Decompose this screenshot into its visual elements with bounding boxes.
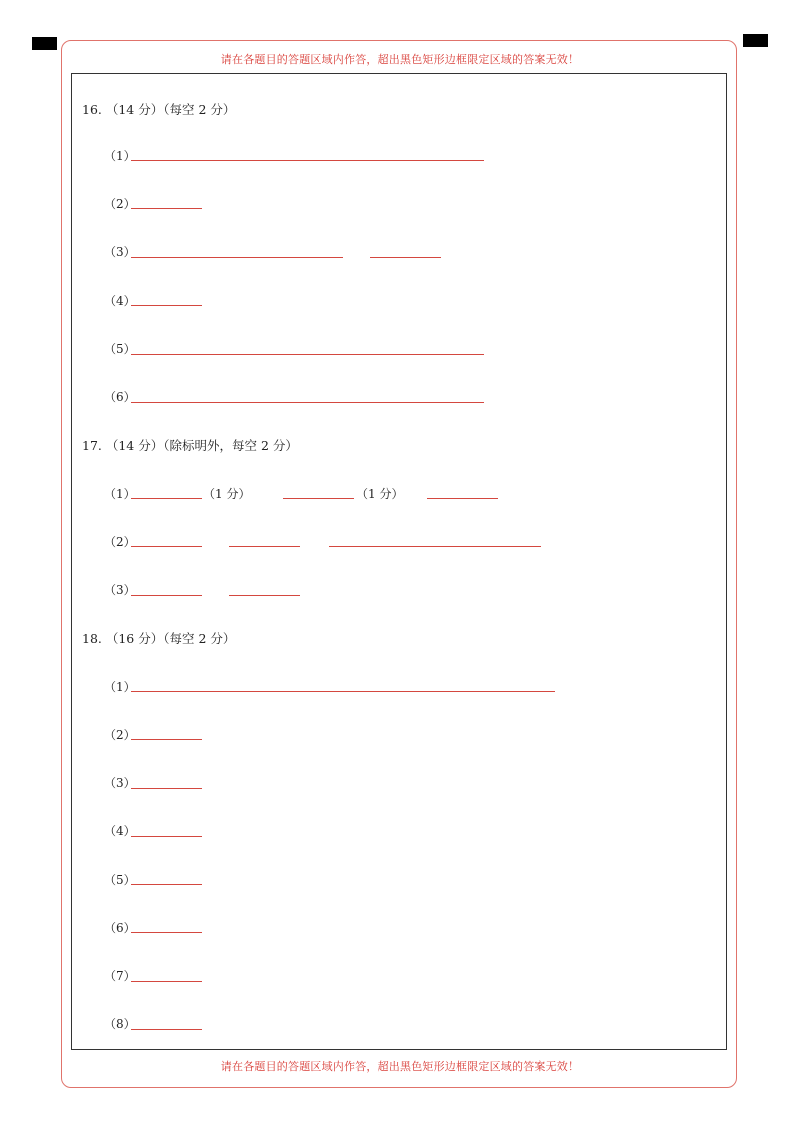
q18-part-5-label: （5） [104,873,136,887]
question-16-header: 16. （14 分）（每空 2 分） [82,102,236,117]
q18-part-6-blank[interactable] [131,932,202,933]
notice-bottom: 请在各题目的答题区域内作答，超出黑色矩形边框限定区域的答案无效！ [220,1060,580,1073]
answer-area-border [71,73,727,1050]
q16-part-4-label: （4） [104,294,136,308]
q18-part-3-label: （3） [104,776,136,790]
q16-part-3-blank-1[interactable] [131,257,343,258]
q17-part-1-blank-1[interactable] [131,498,202,499]
q18-part-8-blank[interactable] [131,1029,202,1030]
q18-part-5-blank[interactable] [131,884,202,885]
notice-top: 请在各题目的答题区域内作答，超出黑色矩形边框限定区域的答案无效！ [220,53,580,66]
q16-part-3-blank-2[interactable] [370,257,441,258]
q17-part-3-blank-1[interactable] [131,595,202,596]
q16-part-6-blank[interactable] [131,402,484,403]
q17-part-1-blank-3[interactable] [427,498,498,499]
q18-part-6-label: （6） [104,921,136,935]
q16-part-5-blank[interactable] [131,354,484,355]
q16-part-3-label: （3） [104,245,136,259]
q17-part-1-blank-2[interactable] [283,498,354,499]
q16-part-2-blank[interactable] [131,208,202,209]
q18-part-8-label: （8） [104,1017,136,1031]
q16-part-2-label: （2） [104,197,136,211]
q18-part-7-label: （7） [104,969,136,983]
q17-part-1-score-note-1: （1 分） [203,487,251,501]
q16-part-6-label: （6） [104,390,136,404]
q17-part-2-blank-3[interactable] [329,546,541,547]
q18-part-7-blank[interactable] [131,981,202,982]
registration-mark-left [32,37,57,50]
q18-part-4-label: （4） [104,824,136,838]
q17-part-2-label: （2） [104,535,136,549]
q18-part-2-blank[interactable] [131,739,202,740]
q17-part-2-blank-2[interactable] [229,546,300,547]
q17-part-2-blank-1[interactable] [131,546,202,547]
q16-part-1-label: （1） [104,149,136,163]
q16-part-1-blank[interactable] [131,160,484,161]
q17-part-1-score-note-2: （1 分） [356,487,404,501]
q17-part-3-blank-2[interactable] [229,595,300,596]
q18-part-3-blank[interactable] [131,788,202,789]
q18-part-1-label: （1） [104,680,136,694]
question-18-header: 18. （16 分）（每空 2 分） [82,631,236,646]
q18-part-4-blank[interactable] [131,836,202,837]
q18-part-2-label: （2） [104,728,136,742]
registration-mark-right [743,34,768,47]
q17-part-1-label: （1） [104,487,136,501]
question-17-header: 17. （14 分）（除标明外，每空 2 分） [82,438,298,453]
q17-part-3-label: （3） [104,583,136,597]
q16-part-5-label: （5） [104,342,136,356]
q16-part-4-blank[interactable] [131,305,202,306]
q18-part-1-blank[interactable] [131,691,555,692]
